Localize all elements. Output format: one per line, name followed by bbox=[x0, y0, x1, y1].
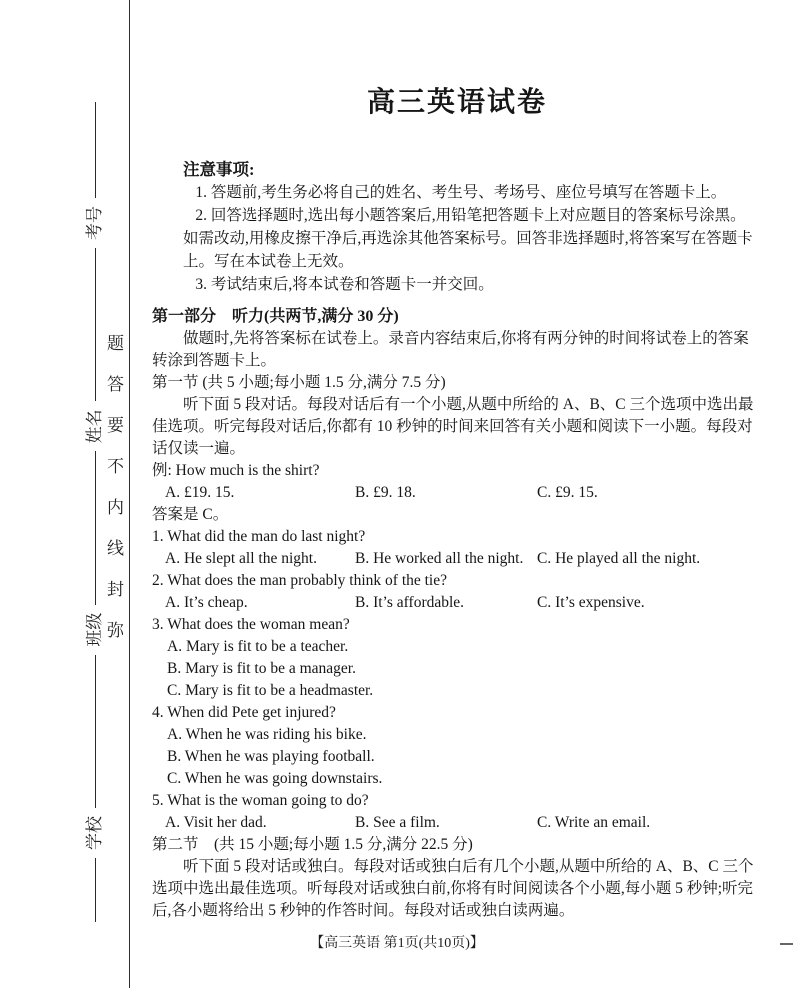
notice-item-3: 3. 考试结束后,将本试卷和答题卡一并交回。 bbox=[195, 276, 494, 293]
part1-heading: 第一部分 听力(共两节,满分 30 分) bbox=[152, 308, 399, 325]
question-text: 1. What did the man do last night? bbox=[152, 528, 366, 545]
option-a: A. Mary is fit to be a teacher. bbox=[167, 638, 349, 655]
seal-line-divider bbox=[129, 0, 130, 988]
fill-in-line bbox=[95, 858, 96, 922]
field-label-school: 学校 bbox=[84, 816, 104, 850]
option-c: C. It’s expensive. bbox=[537, 594, 645, 611]
option-a: A. It’s cheap. bbox=[165, 594, 248, 611]
question-text: 4. When did Pete get injured? bbox=[152, 704, 336, 721]
question-text: 5. What is the woman going to do? bbox=[152, 792, 369, 809]
question-options bbox=[152, 812, 762, 834]
option-c: C. Write an email. bbox=[537, 814, 651, 831]
page-title: 高三英语试卷 bbox=[366, 87, 547, 118]
option-a: A. He slept all the night. bbox=[165, 550, 317, 567]
example-block bbox=[152, 460, 762, 526]
option-b: B. When he was playing football. bbox=[167, 748, 375, 765]
option-c: C. Mary is fit to be a headmaster. bbox=[167, 682, 374, 699]
fill-in-line bbox=[95, 451, 96, 604]
question-1 bbox=[152, 526, 762, 570]
question-text: 3. What does the woman mean? bbox=[152, 616, 350, 633]
main-content bbox=[152, 0, 762, 922]
option-c: C. £9. 15. bbox=[537, 484, 598, 501]
example-answer: 答案是 C。 bbox=[152, 506, 229, 523]
question-options bbox=[152, 548, 762, 570]
fill-in-line bbox=[95, 102, 96, 198]
section1-heading: 第一节 (共 5 小题;每小题 1.5 分,满分 7.5 分) bbox=[152, 374, 446, 391]
question-3 bbox=[152, 614, 762, 702]
field-label-class: 班级 bbox=[84, 612, 104, 647]
notice-block bbox=[183, 158, 758, 296]
option-a: A. Visit her dad. bbox=[165, 814, 267, 831]
option-b: B. £9. 18. bbox=[355, 484, 416, 501]
field-label-exam-number: 考号 bbox=[84, 206, 104, 241]
option-a: A. When he was riding his bike. bbox=[167, 726, 367, 743]
option-a: A. £19. 15. bbox=[165, 484, 235, 501]
option-b: B. Mary is fit to be a manager. bbox=[167, 660, 356, 677]
page-footer: 【高三英语 第1页(共10页)】 bbox=[310, 936, 484, 951]
option-c: C. When he was going downstairs. bbox=[167, 770, 383, 787]
section1-instructions: 听下面 5 段对话。每段对话后有一个小题,从题中所给的 A、B、C 三个选项中选出最佳选项。听完每段对话后,你都有 10 秒钟的时间来回答有关小题和阅读下一小题。每段对话仅读一遍。 bbox=[152, 396, 754, 457]
option-b: B. It’s affordable. bbox=[355, 594, 465, 611]
example-question: 例: How much is the shirt? bbox=[152, 462, 320, 479]
fill-in-line bbox=[95, 655, 96, 808]
option-b: B. He worked all the night. bbox=[355, 550, 524, 567]
question-text: 2. What does the man probably think of the tie? bbox=[152, 572, 447, 589]
section2-instructions: 听下面 5 段对话或独白。每段对话或独白后有几个小题,从题中所给的 A、B、C 三个选项中选出最佳选项。听每段对话或独白前,你将有时间阅读各个小题,每小题 5 秒钟;听完后,各小题将给出 5 秒钟的作答时间。每段对话或独白读两遍。 bbox=[152, 858, 754, 919]
field-label-name: 姓名 bbox=[84, 409, 104, 444]
scan-edge-mark bbox=[780, 943, 793, 945]
fill-in-line bbox=[95, 248, 96, 401]
option-c: C. He played all the night. bbox=[537, 550, 701, 567]
seal-vertical-text: 题答要不内线封弥 bbox=[104, 334, 123, 662]
section2-heading: 第二节 (共 15 小题;每小题 1.5 分,满分 22.5 分) bbox=[152, 836, 473, 853]
question-4 bbox=[152, 702, 762, 790]
part1-intro: 做题时,先将答案标在试卷上。录音内容结束后,你将有两分钟的时间将试卷上的答案转涂到答题卡上。 bbox=[152, 330, 749, 369]
notice-heading: 注意事项: bbox=[183, 160, 255, 179]
example-options bbox=[152, 482, 762, 504]
question-options bbox=[152, 592, 762, 614]
notice-item-2: 2. 回答选择题时,选出每小题答案后,用铅笔把答题卡上对应题目的答案标号涂黑。如需改动,用橡皮擦干净后,再选涂其他答案标号。回答非选择题时,将答案写在答题卡上。写在本试卷上无效。 bbox=[183, 207, 753, 270]
question-5 bbox=[152, 790, 762, 834]
option-b: B. See a film. bbox=[355, 814, 440, 831]
notice-item-1: 1. 答题前,考生务必将自己的姓名、考生号、考场号、座位号填写在答题卡上。 bbox=[195, 184, 727, 201]
question-2 bbox=[152, 570, 762, 614]
part1-block bbox=[152, 306, 762, 922]
